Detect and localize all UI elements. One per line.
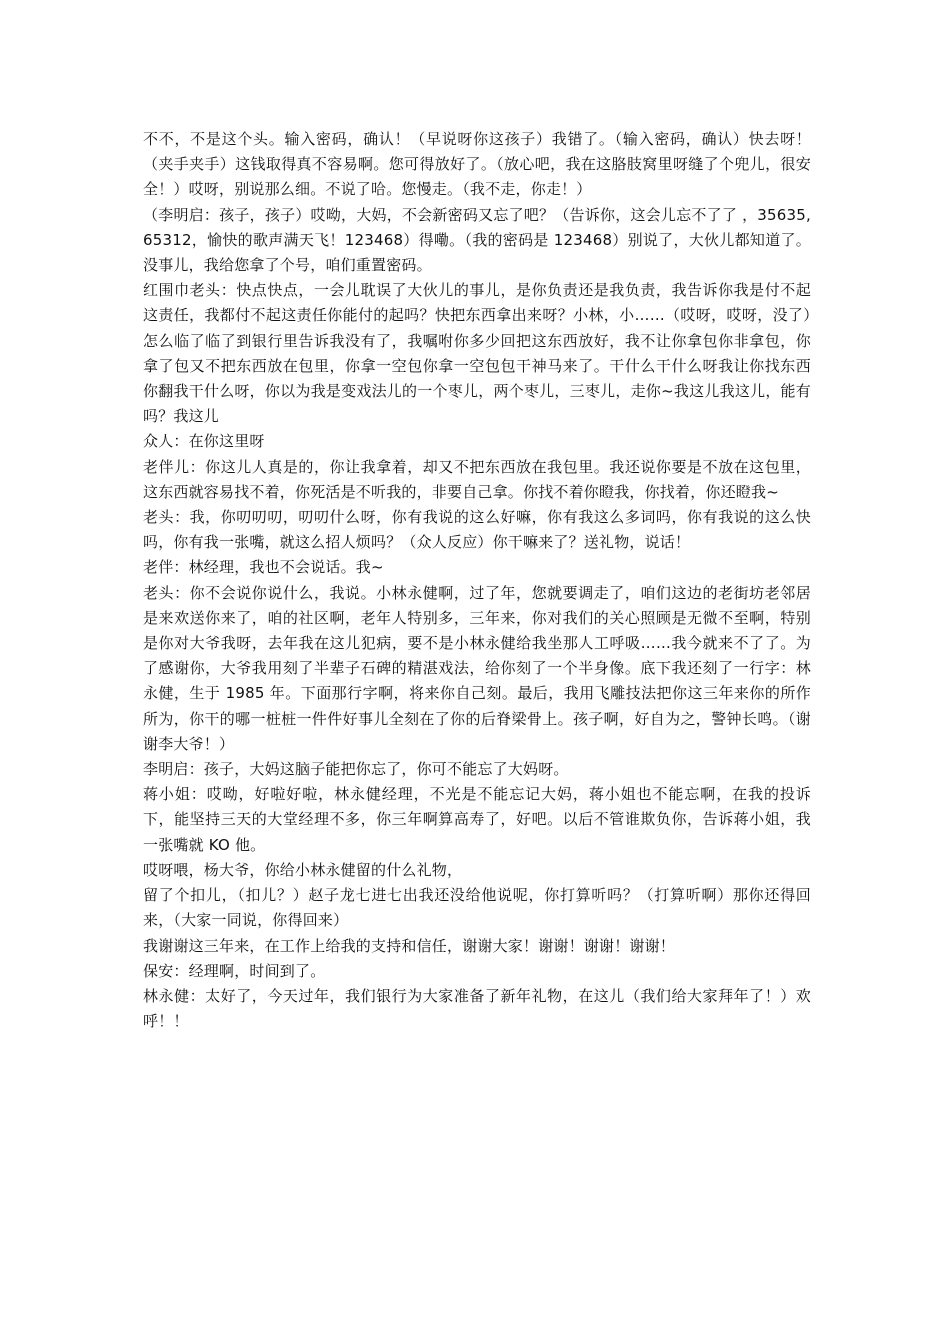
- paragraph: 李明启：孩子，大妈这脑子能把你忘了，你可不能忘了大妈呀。: [143, 760, 569, 779]
- paragraph: 老伴：林经理，我也不会说话。我~: [143, 558, 384, 577]
- paragraph: 老头：我，你叨叨叨，叨叨什么呀，你有我说的这么好嘛，你有我这么多词吗，你有我说的这么快吗，你有我一张嘴，就这么招人烦吗？（众人反应）你干嘛来了？送礼物，说话！: [143, 508, 811, 552]
- paragraph: 众人：在你这里呀: [143, 432, 265, 451]
- paragraph: 林永健：太好了，今天过年，我们银行为大家准备了新年礼物，在这儿（我们给大家拜年了！）欢呼！！: [143, 986, 811, 1031]
- paragraph: 老头：你不会说你说什么，我说。小林永健啊，过了年，您就要调走了，咱们这边的老街坊老邻居是来欢送你来了，咱的社区啊，老年人特别多，三年来，你对我们的关心照顾是无微不至啊，特别是你对大爷我呀，去年我在这儿犯病，要不是小林永健给我坐那人工呼吸……我今就来不了了。为了感谢你，大爷我用刻了半辈子石碑的精湛戏法，给你刻了一个半身像。底下我还刻了一行字：林永健，生于 1985 年。下面那行字啊，将来你自己刻。最后，我用飞雕技法把你这三年来你的所作所为，你干的哪一桩桩一件件好事儿全刻在了你的后脊梁骨上。孩子啊，好自为之，警钟长鸣。（谢谢李大爷！）: [143, 583, 811, 753]
- paragraph: 留了个扣儿，（扣儿？）赵子龙七进七出我还没给他说呢，你打算听吗？（打算听啊）那你还得回来，（大家一同说，你得回来）: [143, 886, 811, 930]
- paragraph: 保安：经理啊，时间到了。: [143, 961, 326, 980]
- paragraph: 红围巾老头：快点快点，一会儿耽误了大伙儿的事儿，是你负责还是我负责，我告诉你我是付不起这责任，我都付不起这责任你能付的起吗？快把东西拿出来呀？小林，小……（哎呀，哎呀，没了）怎么临了临了到银行里告诉我没有了，我嘱咐你多少回把这东西放好，我不让你拿包你非拿包，你拿了包又不把东西放在包里，你拿一空包你拿一空包包干神马来了。干什么干什么呀我让你找东西你翻我干什么呀，你以为我是变戏法儿的一个枣儿，两个枣儿，三枣儿，走你~我这儿我这儿，能有吗？我这儿: [143, 281, 811, 426]
- paragraph: 老伴儿：你这儿人真是的，你让我拿着，却又不把东西放在我包里。我还说你要是不放在这包里，这东西就容易找不着，你死活是不听我的，非要自己拿。你找不着你瞪我，你找着，你还瞪我~: [143, 457, 811, 501]
- paragraph: 我谢谢这三年来，在工作上给我的支持和信任，谢谢大家！谢谢！谢谢！谢谢！: [143, 936, 676, 955]
- paragraph: 不不，不是这个头。输入密码，确认！（早说呀你这孩子）我错了。（输入密码，确认）快去呀！（夹手夹手）这钱取得真不容易啊。您可得放好了。（放心吧，我在这胳肢窝里呀缝了个兜儿，很安全！）哎呀，别说那么细。不说了哈。您慢走。（我不走，你走！）: [143, 130, 811, 199]
- paragraph: 蒋小姐：哎呦，好啦好啦，林永健经理，不光是不能忘记大妈，蒋小姐也不能忘啊，在我的投诉下，能坚持三天的大堂经理不多，你三年啊算高寿了，好吧。以后不管谁欺负你，告诉蒋小姐，我一张嘴就 KO 他。: [143, 785, 811, 854]
- document-body: [143, 127, 811, 1034]
- paragraph: 哎呀喂，杨大爷，你给小林永健留的什么礼物，: [143, 860, 463, 879]
- paragraph: （李明启：孩子，孩子）哎呦，大妈，不会新密码又忘了吧？（告诉你，这会儿忘不了了 ，35635,65312，愉快的歌声满天飞！123468）得嘞。（我的密码是 123468）别说了，大伙儿都知道了。没事儿，我给您拿了个号，咱们重置密码。: [143, 205, 811, 275]
